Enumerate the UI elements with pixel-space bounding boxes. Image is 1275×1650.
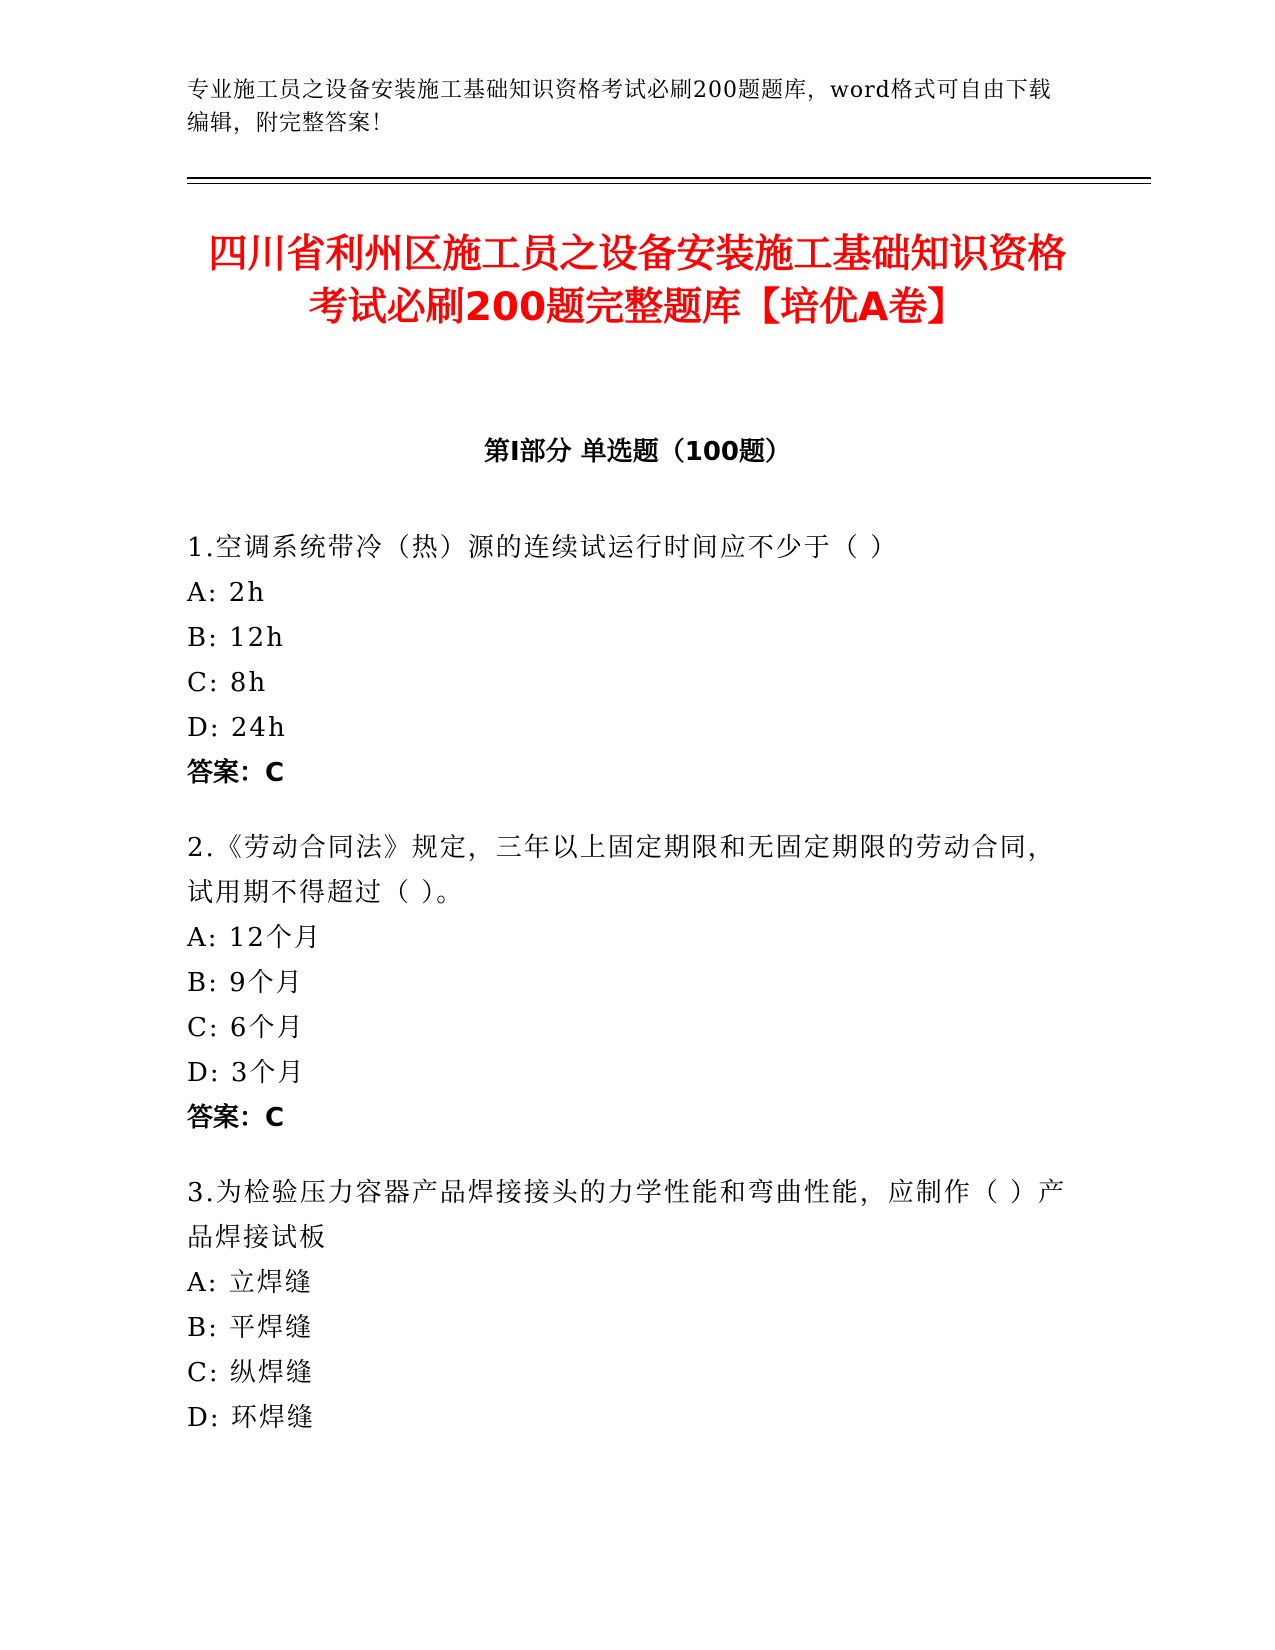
section-title: 第I部分 单选题（100题） (484, 437, 791, 467)
question-1 (187, 526, 1067, 796)
option-d: D: 24h (187, 713, 287, 743)
question-stem: 3.为检验压力容器产品焊接接头的力学性能和弯曲性能，应制作（ ）产品焊接试板 (187, 1178, 1067, 1253)
answer: 答案：C (187, 758, 285, 788)
option-a: A: 立焊缝 (187, 1268, 313, 1298)
option-a: A: 2h (187, 578, 267, 608)
answer: 答案：C (187, 1103, 285, 1133)
option-b: B: 9个月 (187, 968, 304, 998)
question-2 (187, 826, 1067, 1141)
question-stem: 1.空调系统带冷（热）源的连续试运行时间应不少于（ ） (187, 533, 899, 563)
option-c: C: 纵焊缝 (187, 1358, 314, 1388)
header-note: 专业施工员之设备安装施工基础知识资格考试必刷200题题库，word格式可自由下载编辑，附完整答案！ (187, 78, 1052, 136)
option-a: A: 12个月 (187, 923, 322, 953)
question-stem: 2.《劳动合同法》规定，三年以上固定期限和无固定期限的劳动合同，试用期不得超过（ ）。 (187, 833, 1056, 908)
option-d: D: 环焊缝 (187, 1403, 315, 1433)
option-d: D: 3个月 (187, 1058, 306, 1088)
question-list (187, 526, 1067, 1471)
option-b: B: 12h (187, 623, 285, 653)
header-divider-thin (187, 183, 1151, 184)
option-c: C: 8h (187, 668, 268, 698)
header-divider (187, 177, 1151, 179)
question-3 (187, 1171, 1067, 1441)
document-title: 四川省利州区施工员之设备安装施工基础知识资格考试必刷200题完整题库【培优A卷】 (208, 232, 1067, 330)
option-b: B: 平焊缝 (187, 1313, 314, 1343)
option-c: C: 6个月 (187, 1013, 305, 1043)
